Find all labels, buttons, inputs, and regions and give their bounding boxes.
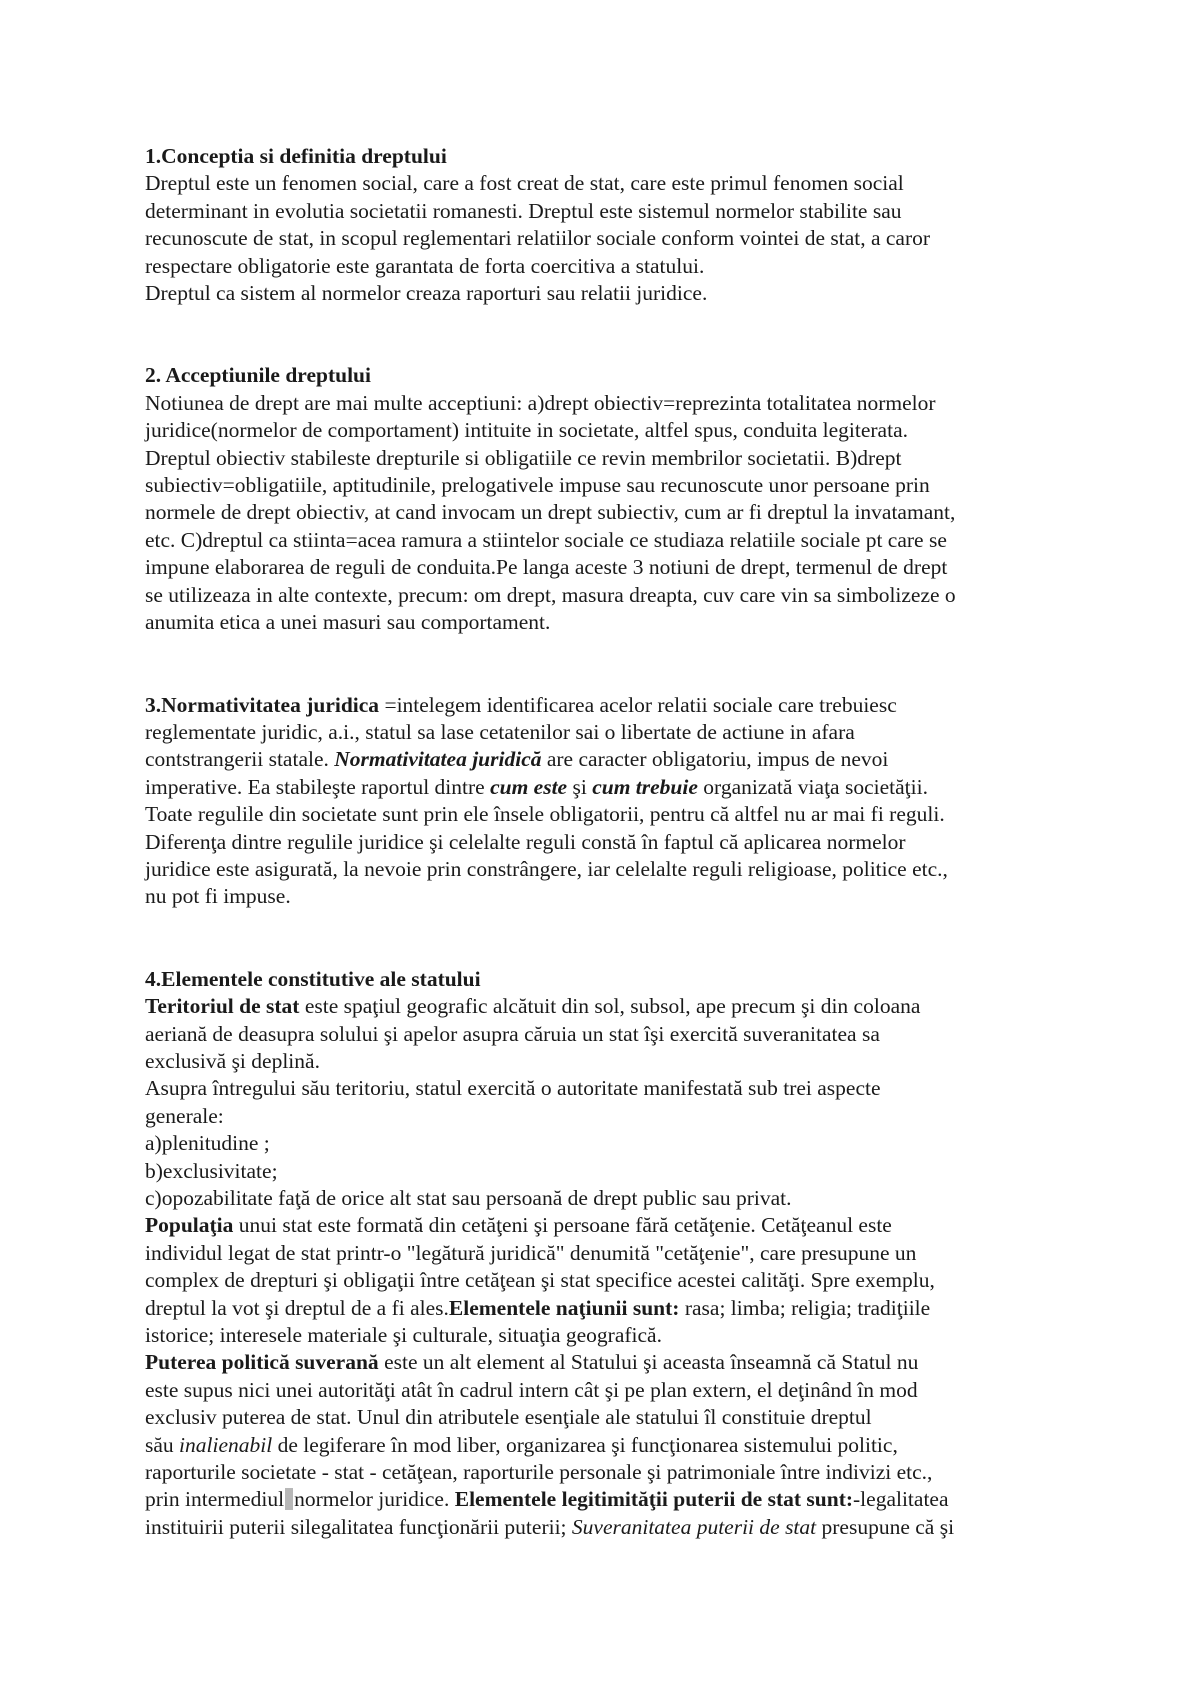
text-run: prin intermediul	[145, 1487, 285, 1512]
text-run: presupune că şi	[816, 1514, 955, 1539]
section-3	[145, 692, 1065, 911]
paragraph-line: subiectiv=obligatiile, aptitudinile, prelogativele impuse sau recunoscute unor persoane prin	[145, 473, 930, 498]
paragraph-line	[145, 1514, 1065, 1541]
emphasis-term: cum trebuie	[592, 774, 698, 799]
text-run: de legiferare în mod liber, organizarea şi funcţionarea sistemului politic,	[272, 1432, 898, 1457]
text-run: organizată viaţa societăţii.	[697, 774, 928, 799]
text-run: unui stat este formată din cetăţeni şi persoane fără cetăţenie. Cetăţeanul este	[233, 1213, 892, 1238]
paragraph-line: individul legat de stat printr-o "legătură juridică" denumită "cetăţenie", care presupune un	[145, 1240, 917, 1265]
paragraph-line	[145, 1432, 1065, 1459]
paragraph-line: juridice este asigurată, la nevoie prin constrângere, iar celelalte reguli religioase, politice etc.,	[145, 856, 948, 881]
section-1	[145, 143, 1065, 307]
paragraph-line: Dreptul este un fenomen social, care a fost creat de stat, care este primul fenomen social	[145, 171, 904, 196]
text-run: instituirii puterii silegalitatea funcţionării puterii;	[145, 1514, 572, 1539]
paragraph-line	[145, 692, 1065, 719]
paragraph-line: istorice; interesele materiale şi culturale, situaţia geografică.	[145, 1323, 662, 1348]
bold-term: Teritoriul de stat	[145, 994, 300, 1019]
bold-term: Elementele legitimităţii puterii de stat sunt:	[454, 1487, 854, 1512]
paragraph-line: exclusivă şi deplină.	[145, 1048, 320, 1073]
paragraph-line: Toate regulile din societate sunt prin ele însele obligatorii, pentru că altfel nu ar mai fi reguli.	[145, 802, 945, 827]
paragraph-line	[145, 774, 1065, 801]
paragraph-line: generale:	[145, 1103, 224, 1128]
paragraph-line: Dreptul obiectiv stabileste drepturile si obligatiile ce revin membrilor societatii. B)drept	[145, 445, 902, 470]
paragraph-line: recunoscute de stat, in scopul reglementari relatiilor sociale conform vointei de stat, a caror	[145, 226, 931, 251]
italic-term: inalienabil	[179, 1432, 273, 1457]
list-item: c)opozabilitate faţă de orice alt stat sau persoană de drept public sau privat.	[145, 1186, 792, 1210]
paragraph-line	[145, 1212, 1065, 1239]
paragraph-line: etc. C)dreptul ca stiinta=acea ramura a stiintelor sociale ce studiaza relatiile sociale pt care se	[145, 527, 947, 552]
paragraph-line: Dreptul ca sistem al normelor creaza raporturi sau relatii juridice.	[145, 281, 708, 306]
paragraph-line: impune elaborarea de reguli de conduita.Pe langa aceste 3 notiuni de drept, termenul de drept	[145, 555, 948, 580]
bold-term: Puterea politică suverană	[145, 1350, 379, 1375]
section-1-title: 1.Conceptia si definitia dreptului	[145, 144, 447, 168]
paragraph-line	[145, 746, 1065, 773]
paragraph-line: aeriană de deasupra solului şi apelor asupra căruia un stat îşi exercită suveranitatea sa	[145, 1021, 880, 1046]
text-run: său	[145, 1432, 180, 1457]
text-run: are caracter obligatoriu, impus de nevoi	[541, 747, 889, 772]
paragraph-line: complex de drepturi şi obligaţii între cetăţean şi stat specifice acestei calităţi. Spre exemplu,	[145, 1268, 935, 1293]
text-run: normelor juridice.	[294, 1487, 455, 1512]
paragraph-line: Asupra întregului său teritoriu, statul exercită o autoritate manifestată sub trei aspecte	[145, 1076, 881, 1101]
paragraph-line: reglementate juridic, a.i., statul sa lase cetatenilor sai o libertate de actiune in afara	[145, 719, 855, 744]
text-run: este un alt element al Statului şi aceasta înseamnă că Statul nu	[378, 1350, 919, 1375]
text-cursor-highlight	[285, 1488, 293, 1510]
text-run: rasa; limba; religia; tradiţiile	[679, 1295, 931, 1320]
emphasis-term: cum este	[490, 774, 568, 799]
text-run: -legalitatea	[853, 1487, 949, 1512]
paragraph-line: nu pot fi impuse.	[145, 884, 291, 909]
section-spacer	[145, 307, 1065, 362]
bold-term: Populaţia	[145, 1213, 234, 1238]
paragraph-line: exclusiv puterea de stat. Unul din atributele esenţiale ale statului îl constituie dreptul	[145, 1405, 872, 1430]
paragraph-line: anumita etica a unei masuri sau comportament.	[145, 610, 551, 635]
paragraph-line: juridice(normelor de comportament) intituite in societate, altfel spus, conduita legiterata.	[145, 418, 908, 443]
section-4-title: 4.Elementele constitutive ale statului	[145, 966, 481, 991]
section-2	[145, 362, 1065, 636]
text-run: =intelegem identificarea acelor relatii sociale care trebuiesc	[379, 692, 897, 717]
section-3-title: 3.Normativitatea juridica	[145, 692, 380, 717]
section-spacer	[145, 911, 1065, 966]
text-run: dreptul la vot şi dreptul de a fi ales.	[145, 1295, 449, 1320]
text-run: imperative. Ea stabileşte raportul dintre	[145, 774, 491, 799]
text-run: contstrangerii statale.	[145, 747, 335, 772]
paragraph-line: respectare obligatorie este garantata de forta coercitiva a statului.	[145, 253, 705, 278]
list-item: a)plenitudine ;	[145, 1131, 270, 1156]
paragraph-line	[145, 1349, 1065, 1376]
emphasis-term: Normativitatea juridică	[334, 747, 542, 772]
list-item: b)exclusivitate;	[145, 1158, 278, 1183]
paragraph-line: raporturile societate - stat - cetăţean, raporturile personale şi patrimoniale între indivizi etc.,	[145, 1460, 933, 1485]
text-run: este spaţiul geografic alcătuit din sol, subsol, ape precum şi din coloana	[299, 994, 921, 1019]
section-4	[145, 966, 1065, 1542]
bold-term: Elementele naţiunii sunt:	[448, 1295, 680, 1320]
document-page	[145, 143, 1065, 1541]
text-run: şi	[567, 774, 593, 799]
paragraph-line	[145, 1486, 1065, 1513]
paragraph-line: se utilizeaza in alte contexte, precum: om drept, masura dreapta, cuv care vin sa simbolizeze o	[145, 582, 956, 607]
section-spacer	[145, 637, 1065, 692]
section-2-title: 2. Acceptiunile dreptului	[145, 363, 371, 388]
paragraph-line: este supus nici unei autorităţi atât în cadrul intern cât şi pe plan extern, el deţinând în mod	[145, 1377, 918, 1402]
paragraph-line: determinant in evolutia societatii romanesti. Dreptul este sistemul normelor stabilite sau	[145, 198, 902, 223]
paragraph-line: normele de drept obiectiv, at cand invocam un drept subiectiv, cum ar fi dreptul la invatamant,	[145, 500, 956, 525]
paragraph-line: Diferenţa dintre regulile juridice şi celelalte reguli constă în faptul că aplicarea normelor	[145, 829, 906, 854]
paragraph-line: Notiunea de drept are mai multe acceptiuni: a)drept obiectiv=reprezinta totalitatea normelor	[145, 390, 936, 415]
paragraph-line	[145, 993, 1065, 1020]
italic-term: Suveranitatea puterii de stat	[571, 1514, 817, 1539]
paragraph-line	[145, 1295, 1065, 1322]
